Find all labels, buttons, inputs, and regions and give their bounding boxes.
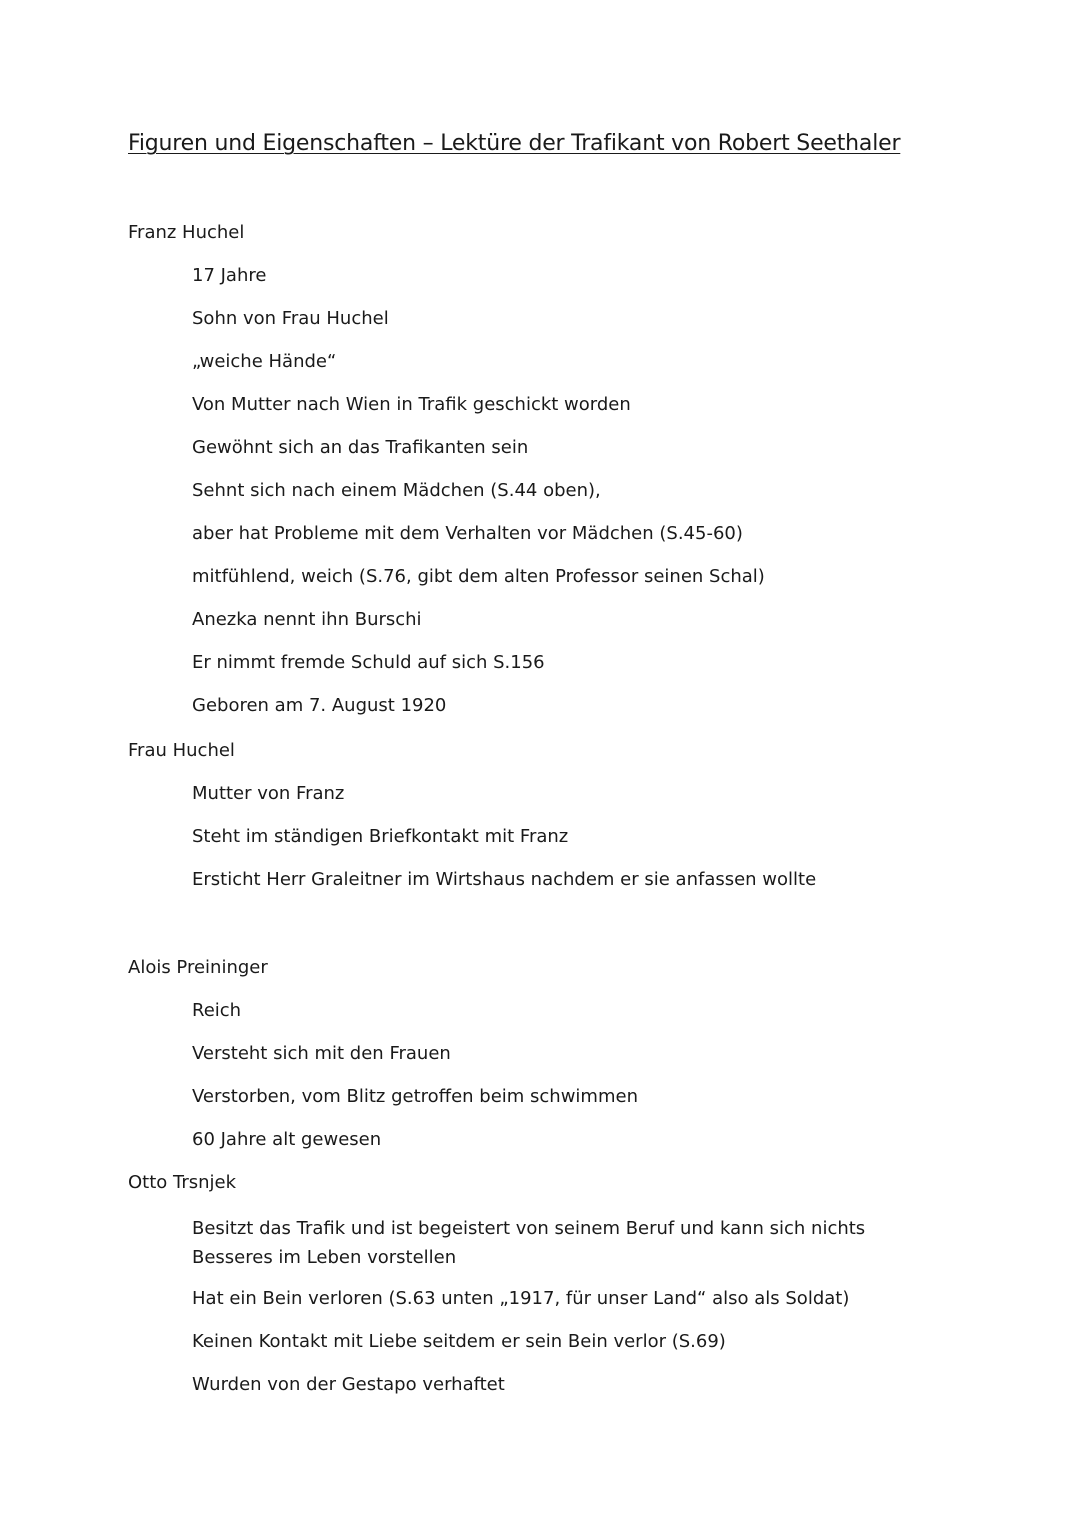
trait-item: Verstorben, vom Blitz getroffen beim schwimmen <box>192 1086 638 1107</box>
trait-item: Reich <box>192 1000 242 1021</box>
character-section-franz-huchel <box>128 221 948 737</box>
trait-item: Mutter von Franz <box>192 783 345 804</box>
trait-item: Geboren am 7. August 1920 <box>192 695 447 716</box>
trait-item: Gewöhnt sich an das Trafikanten sein <box>192 437 529 458</box>
character-name: Frau Huchel <box>128 740 235 761</box>
trait-item: Versteht sich mit den Frauen <box>192 1043 451 1064</box>
trait-item: 60 Jahre alt gewesen <box>192 1129 382 1150</box>
trait-item: „weiche Hände“ <box>192 351 337 372</box>
trait-list <box>128 1214 948 1416</box>
trait-item: Sehnt sich nach einem Mädchen (S.44 oben), <box>192 480 601 501</box>
character-section-otto-trsnjek <box>128 1171 948 1416</box>
trait-item: mitfühlend, weich (S.76, gibt dem alten Professor seinen Schal) <box>192 566 765 587</box>
character-name: Franz Huchel <box>128 222 245 243</box>
document-title: Figuren und Eigenschaften – Lektüre der Trafikant von Robert Seethaler <box>128 131 901 156</box>
trait-item: Anezka nennt ihn Burschi <box>192 609 422 630</box>
trait-item: Besitzt das Trafik und ist begeistert von seinem Beruf und kann sich nichts Besseres im Leben vorstellen <box>192 1218 866 1268</box>
character-name: Alois Preininger <box>128 957 268 978</box>
trait-item: Keinen Kontakt mit Liebe seitdem er sein Bein verlor (S.69) <box>192 1331 726 1352</box>
trait-item: Von Mutter nach Wien in Trafik geschickt worden <box>192 394 631 415</box>
trait-item: Ersticht Herr Graleitner im Wirtshaus nachdem er sie anfassen wollte <box>192 869 817 890</box>
trait-item: 17 Jahre <box>192 265 267 286</box>
trait-list <box>128 782 948 911</box>
trait-list <box>128 999 948 1171</box>
trait-item: Hat ein Bein verloren (S.63 unten „1917, für unser Land“ also als Soldat) <box>192 1288 850 1309</box>
trait-item: aber hat Probleme mit dem Verhalten vor Mädchen (S.45-60) <box>192 523 743 544</box>
character-section-frau-huchel <box>128 739 948 911</box>
trait-list <box>128 264 948 737</box>
trait-item: Er nimmt fremde Schuld auf sich S.156 <box>192 652 545 673</box>
character-section-alois-preininger <box>128 956 948 1171</box>
character-name: Otto Trsnjek <box>128 1172 237 1193</box>
trait-item: Wurden von der Gestapo verhaftet <box>192 1374 505 1395</box>
trait-item: Sohn von Frau Huchel <box>192 308 389 329</box>
trait-item: Steht im ständigen Briefkontakt mit Franz <box>192 826 569 847</box>
